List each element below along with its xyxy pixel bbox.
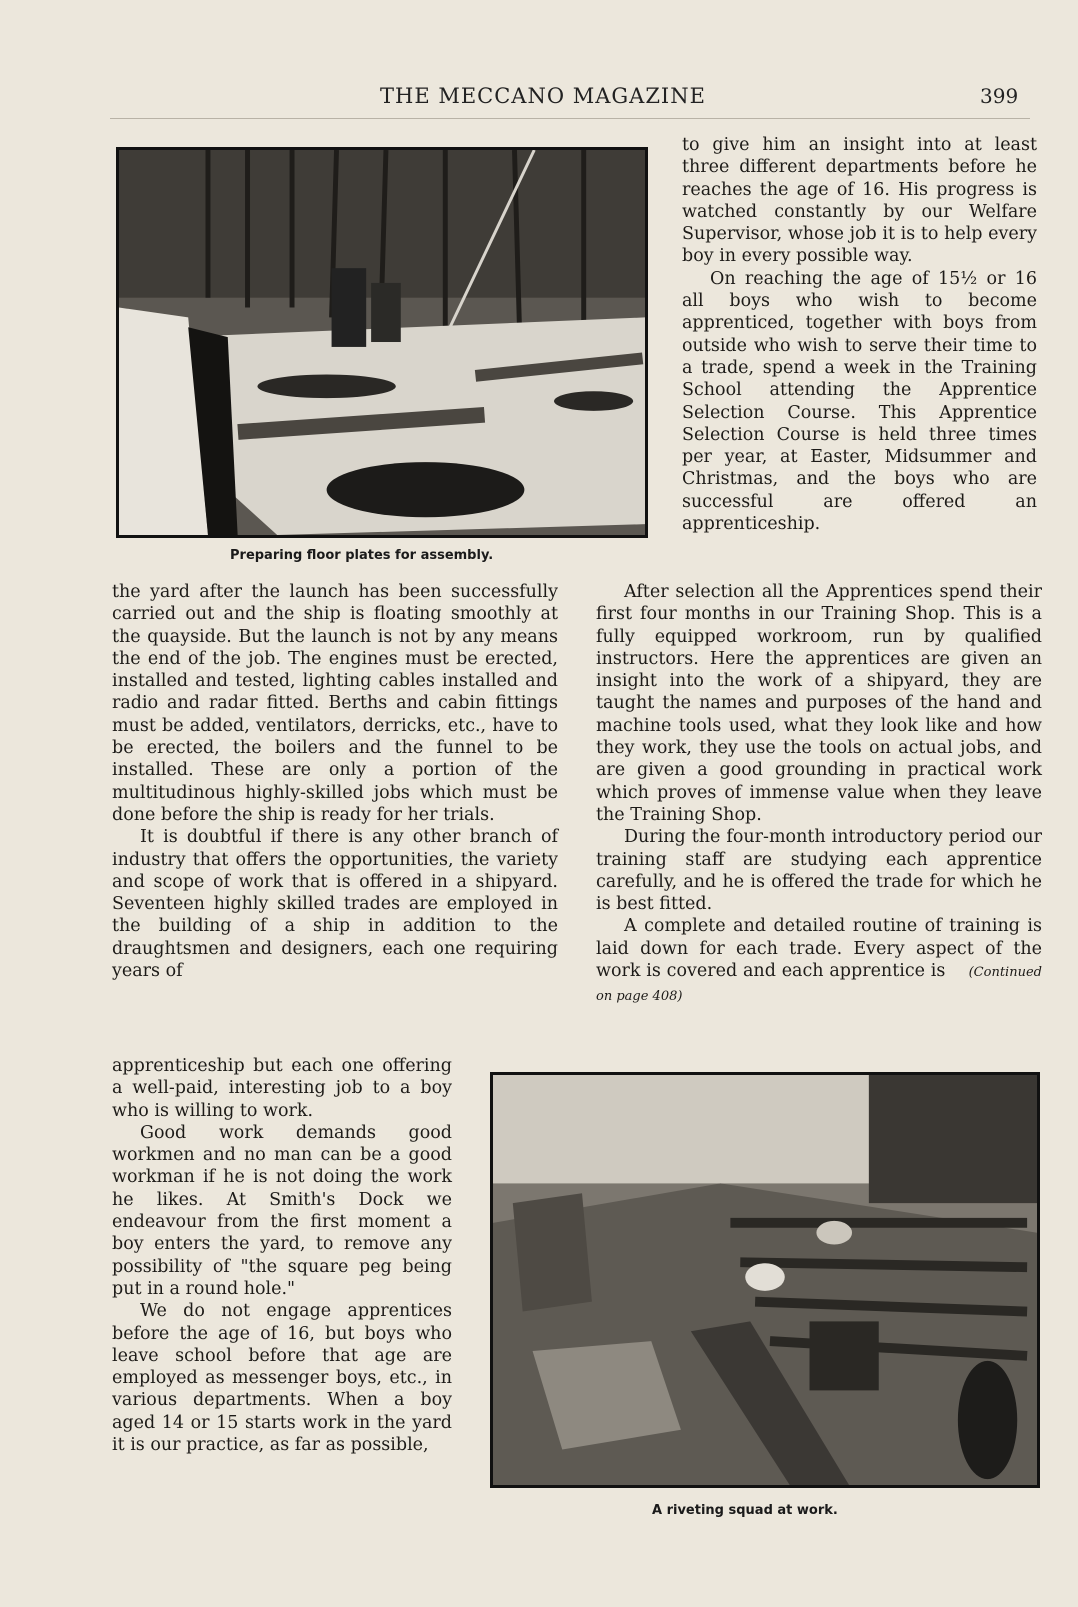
paragraph bbox=[596, 915, 1042, 1008]
paragraph: After selection all the Apprentices spend their first four months in our Training Shop. This is a fully equipped workroom, run by qualified instructors. Here the apprentices are given an insight into the work of a shipyard, they are taught the names and purposes of the hand and machine tools used, what they look like and how they work, they use the tools on actual jobs, and are given a good grounding in practical work which proves of immense value when they leave the Training Shop. bbox=[596, 582, 1042, 825]
left-narrow-column bbox=[112, 1055, 452, 1456]
photo-riveting-squad bbox=[490, 1072, 1040, 1488]
paragraph-text: A complete and detailed routine of training is laid down for each trade. Every aspect of the work is covered and each apprentice is bbox=[596, 916, 1042, 982]
photo-floor-plates-image bbox=[119, 150, 645, 535]
paragraph: It is doubtful if there is any other branch of industry that offers the opportunities, the variety and scope of work that is offered in a shipyard. Seventeen highly skilled trades are employed in the building of a ship in addition to the draughtsmen and designers, each one requiring years of bbox=[112, 827, 558, 982]
paragraph: Good work demands good workmen and no man can be a good workman if he is not doing the work he likes. At Smith's Dock we endeavour from the first moment a boy enters the yard, to remove any possibility of "the square peg being put in a round hole." bbox=[112, 1122, 452, 1299]
paragraph: On reaching the age of 15½ or 16 all boys who wish to become apprenticed, together with boys from outside who wish to serve their time to a trade, spend a week in the Training School attending the Apprentice Selection Course. This Apprentice Selection Course is held three times per year, at Easter, Midsummer and Christmas, and the boys who are successful are offered an apprenticeship. bbox=[682, 268, 1037, 535]
photo-floor-plates bbox=[116, 147, 648, 538]
paragraph: the yard after the launch has been successfully carried out and the ship is floating smoothly at the quayside. But the launch is not by any means the end of the job. The engines must be erected, installed and tested, lighting cables installed and radio and radar fitted. Berths and cabin fittings must be added, ventilators, derricks, etc., have to be erected, the boilers and the funnel to be installed. These are only a portion of the multitudinous highly-skilled jobs which must be done before the ship is ready for her trials. bbox=[112, 582, 558, 825]
continued-note: (Continued on page 408) bbox=[596, 965, 1042, 1005]
header-rule bbox=[110, 118, 1030, 119]
photo-riveting-squad-caption: A riveting squad at work. bbox=[652, 1503, 838, 1518]
paragraph: During the four-month introductory period our training staff are studying each apprentice carefully, and he is offered the trade for which he is best fitted. bbox=[596, 827, 1042, 915]
magazine-title: THE MECCANO MAGAZINE bbox=[380, 84, 706, 108]
right-middle-column bbox=[596, 581, 1042, 1009]
right-top-column bbox=[682, 134, 1037, 535]
photo-riveting-squad-image bbox=[493, 1075, 1037, 1485]
paragraph: to give him an insight into at least three different departments before he reaches the age of 16. His progress is watched constantly by our Welfare Supervisor, whose job it is to help every boy in every possible way. bbox=[682, 135, 1037, 267]
paragraph: We do not engage apprentices before the age of 16, but boys who leave school before that age are employed as messenger boys, etc., in various departments. When a boy aged 14 or 15 starts work in the yard it is our practice, as far as possible, bbox=[112, 1301, 452, 1456]
page-number: 399 bbox=[980, 84, 1019, 108]
paragraph: apprenticeship but each one offering a well-paid, interesting job to a boy who is willing to work. bbox=[112, 1056, 452, 1121]
left-middle-column bbox=[112, 581, 558, 982]
photo-floor-plates-caption: Preparing floor plates for assembly. bbox=[230, 548, 494, 563]
